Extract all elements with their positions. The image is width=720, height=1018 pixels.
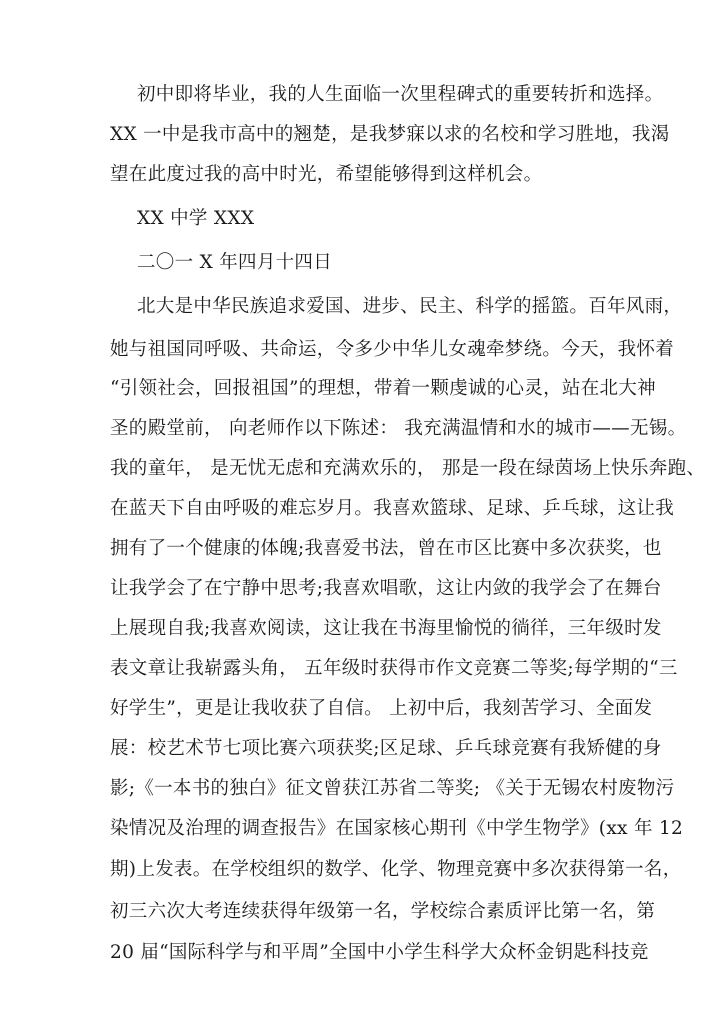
paragraph-line: 我的童年， 是无忧无虑和充满欢乐的， 那是一段在绿茵场上快乐奔跑、 <box>110 458 706 479</box>
paragraph-line: 表文章让我崭露头角， 五年级时获得市作文竞赛二等奖;每学期的“三 <box>110 658 678 679</box>
paragraph-line: 染情况及治理的调查报告》在国家核心期刊《中学生物学》(xx 年 12 <box>110 818 684 839</box>
paragraph-line: 北大是中华民族追求爱国、进步、民主、科学的摇篮。百年风雨， <box>137 296 683 317</box>
paragraph-line: 让我学会了在宁静中思考;我喜欢唱歌，这让内敛的我学会了在舞台 <box>110 578 662 599</box>
paragraph-line: 上展现自我;我喜欢阅读，这让我在书海里愉悦的徜徉，三年级时发 <box>110 618 662 639</box>
signature-name: XX 中学 XXX <box>137 208 255 229</box>
paragraph-line: 望在此度过我的高中时光，希望能够得到这样机会。 <box>110 164 543 185</box>
paragraph-line: 初三六次大考连续获得年级第一名，学校综合素质评比第一名，第 <box>110 901 656 922</box>
paragraph-line: 她与祖国同呼吸、共命运，令多少中华儿女魂牵梦绕。今天，我怀着 <box>110 339 675 360</box>
paragraph-line: 好学生”，更是让我收获了自信。 上初中后，我刻苦学习、全面发 <box>110 698 653 719</box>
paragraph-line: 展：校艺术节七项比赛六项获奖;区足球、乒乓球竞赛有我矫健的身 <box>110 738 662 759</box>
paragraph-line: XX 一中是我市高中的翘楚，是我梦寐以求的名校和学习胜地，我渴 <box>110 124 670 145</box>
paragraph-line: 在蓝天下自由呼吸的难忘岁月。我喜欢篮球、足球、乒乓球，这让我 <box>110 498 675 519</box>
paragraph-line: “引领社会，回报祖国”的理想，带着一颗虔诚的心灵，站在北大神 <box>110 378 656 399</box>
paragraph-line: 期)上发表。在学校组织的数学、化学、物理竞赛中多次获得第一名， <box>110 859 682 880</box>
paragraph-line: 20 届“国际科学与和平周”全国中小学生科学大众杯金钥匙科技竞 <box>110 942 649 963</box>
paragraph-line: 圣的殿堂前， 向老师作以下陈述： 我充满温情和水的城市——无锡。 <box>110 418 687 439</box>
paragraph-line: 初中即将毕业，我的人生面临一次里程碑式的重要转折和选择。 <box>137 84 664 105</box>
signature-date: 二〇一 X 年四月十四日 <box>137 252 333 273</box>
paragraph-line: 拥有了一个健康的体魄;我喜爱书法，曾在市区比赛中多次获奖，也 <box>110 538 662 559</box>
paragraph-line: 影;《一本书的独白》征文曾获江苏省二等奖; 《关于无锡农村废物污 <box>110 778 675 799</box>
